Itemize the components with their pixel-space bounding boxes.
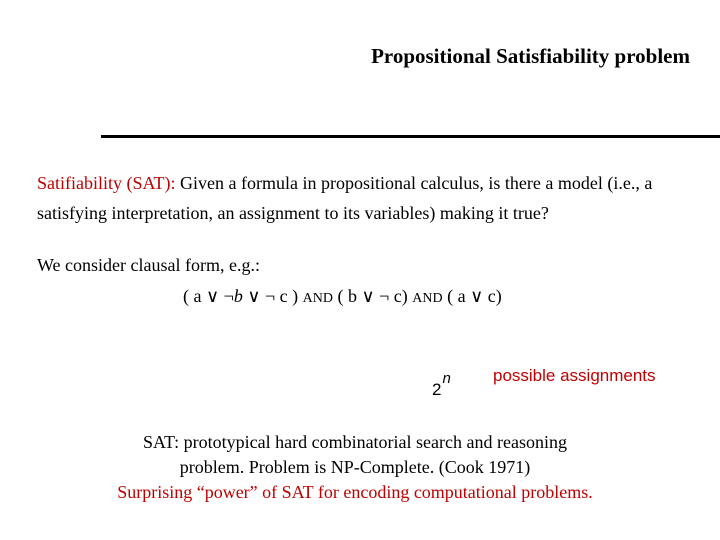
summary-line-3: Surprising “power” of SAT for encoding computational problems. xyxy=(117,482,593,502)
sat-definition-text: Given a formula in propositional calculus, is there a model (i.e., a satisfying interpretation, an assignment to its variables) making it true? xyxy=(37,173,653,223)
clause-2: ( b ∨ ¬ c) xyxy=(337,286,408,306)
sat-term: Satifiability (SAT): xyxy=(37,173,176,193)
slide-title: Propositional Satisfiability problem xyxy=(371,44,690,68)
clause-1-rest: ∨ ¬ c ) xyxy=(242,286,299,306)
and-keyword-2: AND xyxy=(412,291,443,306)
clause-1: ( a ∨ ¬ xyxy=(183,286,234,306)
summary-line-2: problem. Problem is NP-Complete. (Cook 1971) xyxy=(179,457,531,477)
clause-3: ( a ∨ c) xyxy=(447,286,502,306)
and-keyword-1: AND xyxy=(302,291,333,306)
power-expression xyxy=(432,370,451,399)
power-base: 2 xyxy=(432,380,442,399)
sat-definition xyxy=(37,168,707,228)
clause-1-var-b: b xyxy=(233,286,243,306)
summary-line-1: SAT: prototypical hard combinatorial search and reasoning xyxy=(143,432,567,452)
title-divider xyxy=(101,135,720,138)
clausal-intro: We consider clausal form, e.g.: xyxy=(37,255,260,275)
possible-assignments-label: possible assignments xyxy=(493,366,656,385)
example-formula xyxy=(183,286,502,307)
sat-summary xyxy=(60,430,650,505)
power-exponent: n xyxy=(442,370,451,387)
